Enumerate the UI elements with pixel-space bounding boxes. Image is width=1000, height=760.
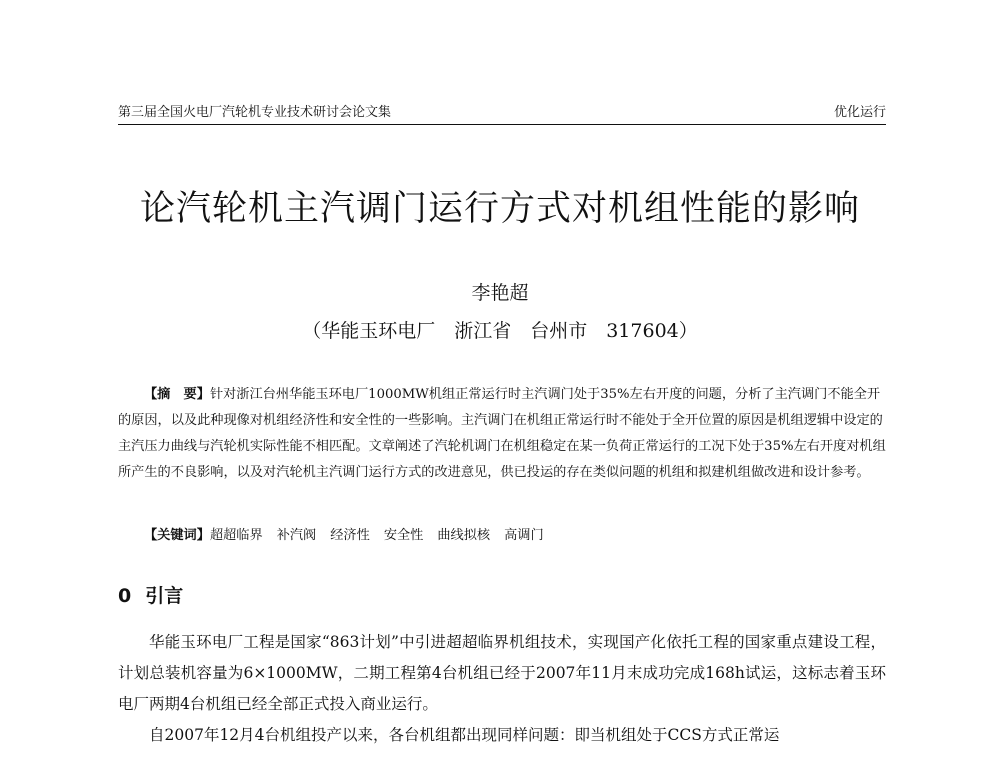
header-section-label: 优化运行 [833,105,886,120]
section-heading [118,583,183,609]
paper-title: 论汽轮机主汽调门运行方式对机组性能的影响 [139,189,860,229]
abstract-text: 针对浙江台州华能玉环电厂1000MW机组正常运行时主汽调门处于35%左右开度的问题，分析了主汽调门不能全开的原因，以及此种现像对机组经济性和安全性的一些影响。主汽调门在机组正常运行时不能处于全开位置的原因是机组逻辑中设定的主汽压力曲线与汽轮机实际性能不相匹配。文章阐述了汽轮机调门在机组稳定在某一负荷正常运行的工况下处于35%左右开度对机组所产生的不良影响，以及对汽轮机主汽调门运行方式的改进意见，供已投运的存在类似问题的机组和拟建机组做改进和设计参考。 [118,387,886,480]
keyword: 曲线拟核 [437,528,491,543]
section-title: 引言 [145,585,184,607]
section-number: 0 [118,585,132,607]
keywords-label: 【关键词】 [144,528,210,543]
keyword: 超超临界 [209,528,263,543]
body-paragraph: 自2007年12月4台机组投产以来，各台机组都出现同样问题：即当机组处于CCS方式正常运 [149,726,780,744]
keyword: 经济性 [330,528,370,543]
keywords [144,525,886,547]
abstract [118,382,886,486]
running-header [118,104,886,125]
abstract-label: 【摘 要】 [144,387,210,402]
author-affiliation: （华能玉环电厂 浙江省 台州市 317604） [302,320,698,342]
keyword: 安全性 [383,528,424,543]
header-journal-title: 第三届全国火电厂汽轮机专业技术研讨会论文集 [118,105,392,120]
body-text [118,627,886,751]
author-name: 李艳超 [471,282,529,304]
keyword: 补汽阀 [276,528,317,543]
keyword: 高调门 [504,528,544,543]
body-paragraph: 华能玉环电厂工程是国家“863计划”中引进超超临界机组技术，实现国产化依托工程的国家重点建设工程，计划总装机容量为6×1000MW，二期工程第4台机组已经于2007年11月末成功完成168h试运，这标志着玉环电厂两期4台机组已经全部正式投入商业运行。 [118,633,886,713]
